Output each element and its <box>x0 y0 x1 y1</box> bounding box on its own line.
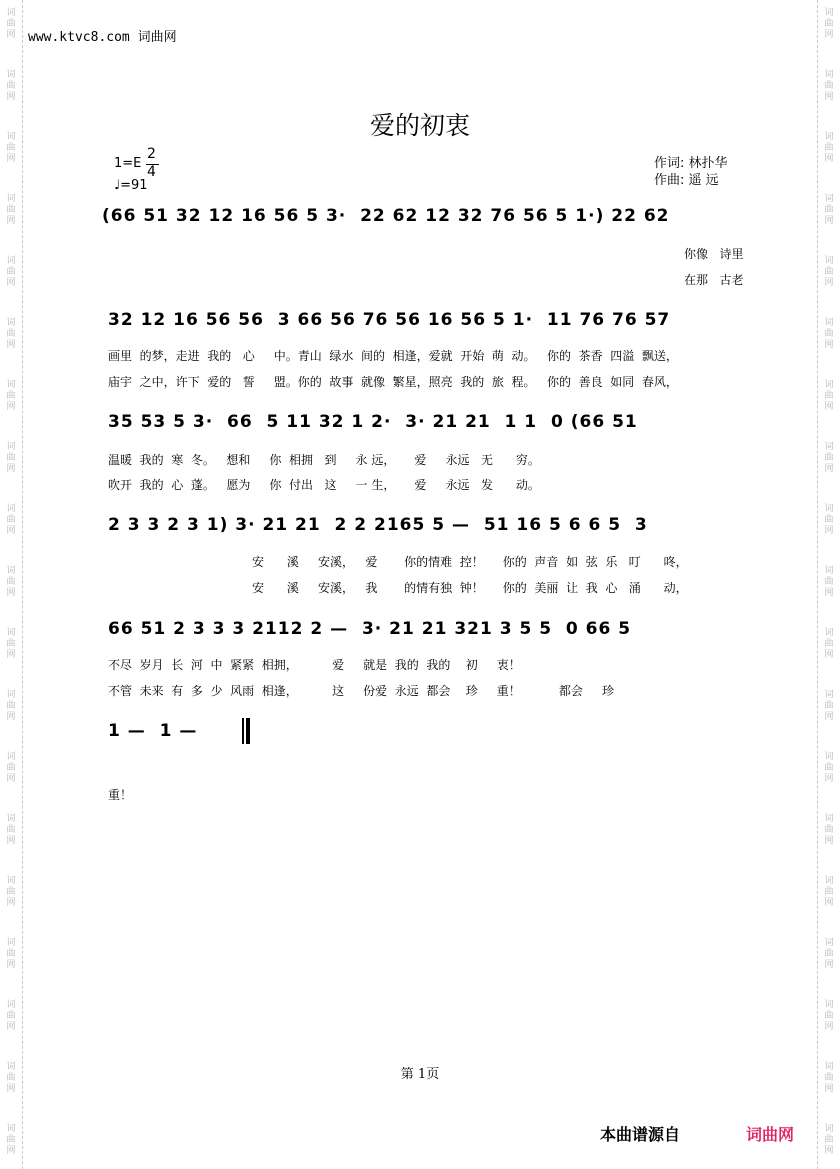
watermark-char: 网 <box>824 1146 834 1156</box>
lyricist-credit: 作词: 林扑华 <box>654 156 728 171</box>
watermark-char: 曲 <box>824 143 834 153</box>
watermark-char: 词 <box>824 752 834 762</box>
watermark-char: 词 <box>824 318 834 328</box>
watermark-char: 词 <box>6 566 16 576</box>
watermark-char: 词 <box>824 1124 834 1134</box>
watermark-char: 词 <box>6 380 16 390</box>
composer-credit: 作曲: 遥 远 <box>654 173 719 188</box>
watermark-char: 网 <box>6 836 16 846</box>
watermark-char: 词 <box>6 132 16 142</box>
watermark-char: 曲 <box>824 887 834 897</box>
lyrics-row-4-verse-2: 安 溪 安溪， 我 的情有独 钟！ 你的 美丽 让 我 心 涌 动， <box>252 581 688 595</box>
watermark-char: 词 <box>824 938 834 948</box>
watermark-char: 网 <box>824 650 834 660</box>
watermark-char: 网 <box>824 278 834 288</box>
lyrics-row-6-verse-1: 重！ <box>108 788 133 802</box>
watermark-char: 词 <box>6 8 16 18</box>
watermark-char: 词 <box>824 814 834 824</box>
watermark-char: 网 <box>824 402 834 412</box>
lyrics-row-2-verse-1: 画里 的梦，走进 我的 心 中。青山 绿水 间的 相逢，爱就 开始 萌 动。 你的 茶香 四溢 飘送， <box>108 349 678 363</box>
watermark-char: 网 <box>824 960 834 970</box>
watermark-char: 曲 <box>824 19 834 29</box>
watermark-char: 曲 <box>6 763 16 773</box>
watermark-char: 网 <box>824 712 834 722</box>
watermark-char: 曲 <box>6 143 16 153</box>
watermark-char: 网 <box>6 588 16 598</box>
watermark-char: 曲 <box>6 1135 16 1145</box>
lyrics-row-4-verse-1: 安 溪 安溪， 爱 你的情难 控！ 你的 声音 如 弦 乐 叮 咚， <box>252 555 688 569</box>
lyrics-row-3-verse-2: 吹开 我的 心 蓬。 愿为 你 付出 这 一 生， 爱 永远 发 动。 <box>108 478 540 492</box>
watermark-char: 词 <box>6 938 16 948</box>
watermark-char: 曲 <box>6 1011 16 1021</box>
watermark-char: 词 <box>6 628 16 638</box>
tempo-value: =91 <box>120 178 148 193</box>
time-signature-top: 2 <box>147 146 156 162</box>
watermark-char: 曲 <box>6 453 16 463</box>
watermark-char: 网 <box>6 464 16 474</box>
watermark-char: 词 <box>6 70 16 80</box>
watermark-char: 词 <box>6 1062 16 1072</box>
watermark-char: 曲 <box>824 515 834 525</box>
watermark-char: 曲 <box>6 515 16 525</box>
watermark-char: 词 <box>6 1124 16 1134</box>
watermark-char: 网 <box>824 92 834 102</box>
watermark-char: 曲 <box>824 1073 834 1083</box>
watermark-char: 网 <box>6 154 16 164</box>
watermark-char: 网 <box>6 712 16 722</box>
watermark-char: 曲 <box>824 763 834 773</box>
watermark-char: 网 <box>824 340 834 350</box>
watermark-char: 曲 <box>824 391 834 401</box>
watermark-char: 曲 <box>824 1011 834 1021</box>
watermark-char: 网 <box>6 650 16 660</box>
site-logo: 词曲网 <box>746 1125 795 1144</box>
final-barline-thin <box>242 718 244 744</box>
time-signature-bottom: 4 <box>147 164 156 180</box>
notation-row-3: 35 53 5 3· 66 5 11 32 1 2· 3· 21 21 1 1 0 (66 51 <box>108 412 638 432</box>
watermark-char: 词 <box>824 256 834 266</box>
watermark-char: 网 <box>824 1084 834 1094</box>
watermark-char: 曲 <box>6 639 16 649</box>
watermark-char: 曲 <box>824 1135 834 1145</box>
watermark-char: 词 <box>824 504 834 514</box>
watermark-char: 曲 <box>6 391 16 401</box>
watermark-char: 曲 <box>824 205 834 215</box>
watermark-char: 词 <box>6 690 16 700</box>
watermark-char: 网 <box>6 774 16 784</box>
watermark-char: 网 <box>6 216 16 226</box>
watermark-char: 网 <box>824 588 834 598</box>
watermark-char: 网 <box>824 464 834 474</box>
watermark-char: 曲 <box>824 639 834 649</box>
watermark-char: 词 <box>6 752 16 762</box>
watermark-char: 网 <box>6 340 16 350</box>
notation-row-4: 2 3 3 2 3 1) 3· 21 21 2 2 2165 5 — 51 16 5 6 6 5 3 <box>108 515 648 535</box>
watermark-char: 词 <box>6 1000 16 1010</box>
watermark-char: 词 <box>824 566 834 576</box>
watermark-char: 网 <box>6 278 16 288</box>
watermark-char: 曲 <box>6 825 16 835</box>
lyrics-row-5-verse-1: 不尽 岁月 长 河 中 紧紧 相拥， 爱 就是 我的 我的 初 衷！ <box>108 658 521 672</box>
watermark-char: 词 <box>6 814 16 824</box>
watermark-char: 词 <box>6 504 16 514</box>
watermark-char: 曲 <box>824 949 834 959</box>
lyrics-row-2-verse-2: 庙宇 之中，许下 爱的 誓 盟。你的 故事 就像 繁星，照亮 我的 旅 程。 你的 善良 如同 春风， <box>108 375 678 389</box>
watermark-char: 词 <box>824 876 834 886</box>
watermark-char: 词 <box>824 194 834 204</box>
watermark-char: 词 <box>6 256 16 266</box>
watermark-char: 网 <box>824 216 834 226</box>
watermark-char: 词 <box>824 1062 834 1072</box>
watermark-char: 词 <box>824 380 834 390</box>
watermark-char: 词 <box>824 132 834 142</box>
watermark-char: 词 <box>824 628 834 638</box>
watermark-char: 网 <box>6 1022 16 1032</box>
final-barline-thick <box>246 718 250 744</box>
site-url: www.ktvc8.com 词曲网 <box>28 30 177 45</box>
notation-row-2: 32 12 16 56 56 3 66 56 76 56 16 56 5 1· 11 76 76 57 <box>108 310 671 330</box>
lyrics-row-5-verse-2: 不管 未来 有 多 少 风雨 相逢， 这 份爱 永远 都会 珍 重！ 都会 珍 <box>108 684 614 698</box>
watermark-char: 曲 <box>6 205 16 215</box>
watermark-char: 词 <box>6 194 16 204</box>
watermark-char: 网 <box>6 402 16 412</box>
watermark-char: 词 <box>6 442 16 452</box>
watermark-char: 曲 <box>824 329 834 339</box>
watermark-char: 词 <box>824 70 834 80</box>
lyrics-row-3-verse-1: 温暖 我的 寒 冬。 想和 你 相拥 到 永 远， 爱 永远 无 穷。 <box>108 453 540 467</box>
watermark-char: 网 <box>6 898 16 908</box>
notation-row-6: 1 — 1 — <box>108 721 198 741</box>
watermark-char: 网 <box>824 154 834 164</box>
watermark-char: 网 <box>6 960 16 970</box>
watermark-char: 曲 <box>6 577 16 587</box>
lyrics-row-1-verse-1: 你像 诗里 <box>684 247 744 261</box>
watermark-char: 曲 <box>6 81 16 91</box>
watermark-char: 词 <box>824 1000 834 1010</box>
notation-row-1: (66 51 32 12 16 56 5 3· 22 62 12 32 76 56 5 1·) 22 62 <box>102 206 670 226</box>
watermark-char: 曲 <box>824 825 834 835</box>
watermark-char: 曲 <box>6 1073 16 1083</box>
watermark-char: 曲 <box>824 267 834 277</box>
watermark-char: 网 <box>6 30 16 40</box>
watermark-char: 曲 <box>6 701 16 711</box>
watermark-char: 网 <box>6 1146 16 1156</box>
watermark-char: 词 <box>6 318 16 328</box>
lyrics-row-1-verse-2: 在那 古老 <box>684 273 744 287</box>
notation-row-5: 66 51 2 3 3 3 2112 2 — 3· 21 21 321 3 5 5 0 66 5 <box>108 619 632 639</box>
watermark-char: 网 <box>824 898 834 908</box>
watermark-char: 曲 <box>6 887 16 897</box>
watermark-char: 网 <box>824 526 834 536</box>
watermark-char: 网 <box>824 836 834 846</box>
watermark-char: 曲 <box>824 81 834 91</box>
watermark-char: 曲 <box>6 329 16 339</box>
watermark-char: 曲 <box>6 19 16 29</box>
watermark-char: 网 <box>824 30 834 40</box>
key-signature: 1=E <box>114 156 142 171</box>
watermark-char: 网 <box>6 1084 16 1094</box>
watermark-char: 曲 <box>6 949 16 959</box>
watermark-char: 网 <box>6 92 16 102</box>
song-title: 爱的初衷 <box>369 111 470 140</box>
watermark-char: 网 <box>824 774 834 784</box>
page-number: 第 1页 <box>400 1067 440 1082</box>
watermark-char: 词 <box>824 8 834 18</box>
watermark-char: 词 <box>824 442 834 452</box>
watermark-char: 曲 <box>824 701 834 711</box>
watermark-char: 曲 <box>6 267 16 277</box>
quarter-note-icon: ♩ <box>114 178 121 193</box>
watermark-char: 网 <box>6 526 16 536</box>
watermark-char: 曲 <box>824 577 834 587</box>
watermark-char: 词 <box>6 876 16 886</box>
watermark-char: 曲 <box>824 453 834 463</box>
tempo-marking <box>114 178 148 193</box>
watermark-char: 网 <box>824 1022 834 1032</box>
watermark-char: 词 <box>824 690 834 700</box>
source-label: 本曲谱源自 <box>600 1125 681 1144</box>
